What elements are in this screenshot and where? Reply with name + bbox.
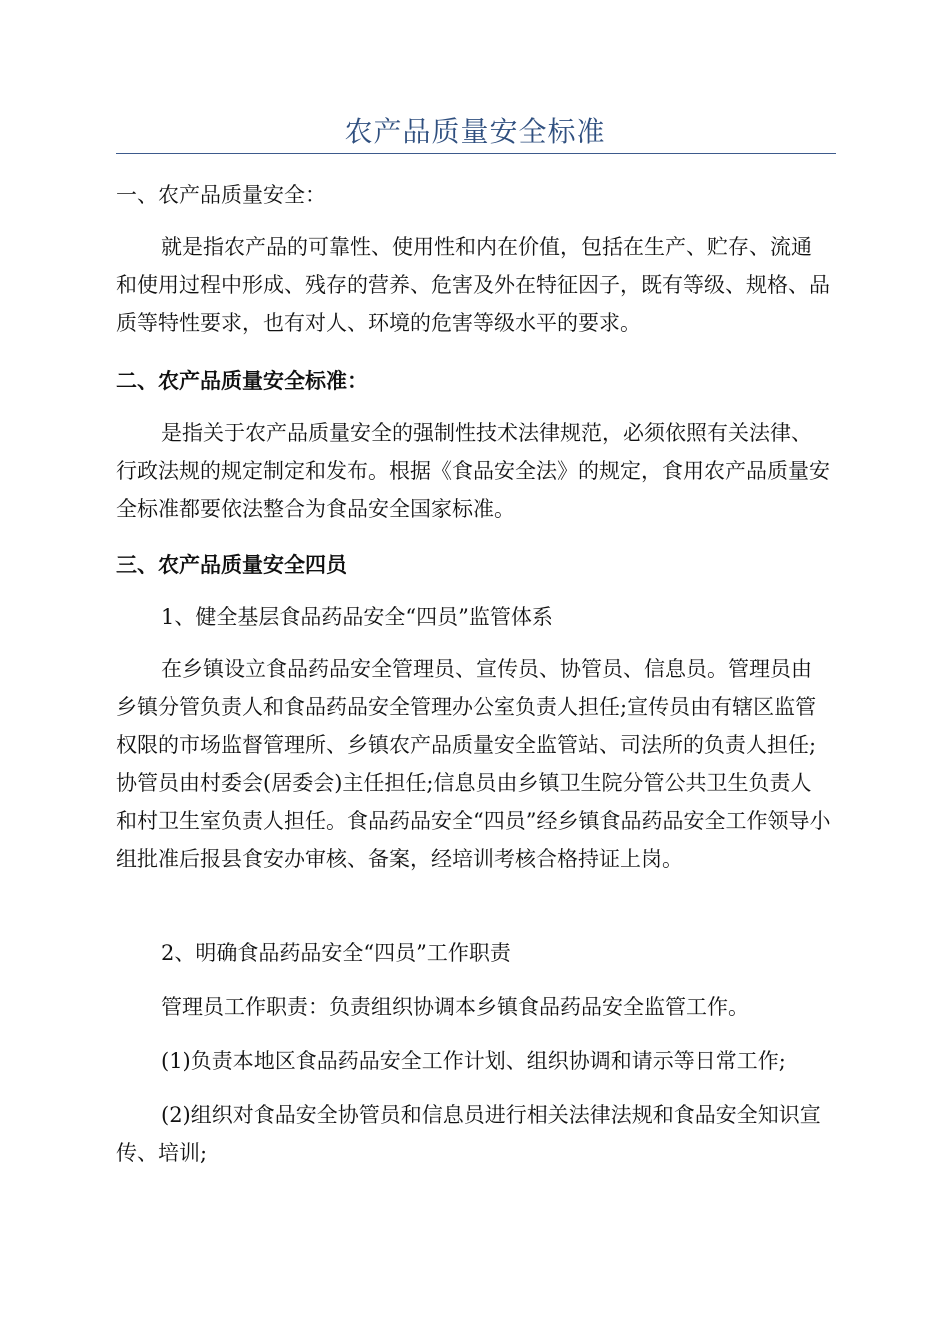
section-heading-3: 三、农产品质量安全四员 — [116, 552, 347, 577]
section-heading-1: 一、农产品质量安全： — [116, 183, 326, 207]
section-heading-2: 二、农产品质量安全标准： — [116, 368, 368, 393]
paragraph-standard: 是指关于农产品质量安全的强制性技术法律规范，必须依照有关法律、行政法规的规定制定和发布。根据《食品安全法》的规定，食用农产品质量安全标准都要依法整合为食品安全国家标准。 — [116, 421, 830, 521]
duty-item-1: (1)负责本地区食品药品安全工作计划、组织协调和请示等日常工作; — [161, 1049, 786, 1073]
subheading-1: 1、健全基层食品药品安全“四员”监管体系 — [161, 605, 553, 629]
duty-item-2: (2)组织对食品安全协管员和信息员进行相关法律法规和食品安全知识宣传、培训; — [116, 1103, 821, 1165]
paragraph-manager-duties: 管理员工作职责：负责组织协调本乡镇食品药品安全监管工作。 — [161, 995, 749, 1019]
document-title: 农产品质量安全标准 — [344, 115, 606, 148]
paragraph-four-roles: 在乡镇设立食品药品安全管理员、宣传员、协管员、信息员。管理员由乡镇分管负责人和食品药品安全管理办公室负责人担任;宣传员由有辖区监管权限的市场监督管理所、乡镇农产品质量安全监管站、司法所的负责人担任;协管员由村委会(居委会)主任担任;信息员由乡镇卫生院分管公共卫生负责人和村卫生室负责人担任。食品药品安全“四员”经乡镇食品药品安全工作领导小组批准后报县食安办审核、备案，经培训考核合格持证上岗。 — [116, 657, 831, 871]
subheading-2: 2、明确食品药品安全“四员”工作职责 — [161, 941, 511, 965]
title-underline — [116, 153, 836, 154]
paragraph-definition: 就是指农产品的可靠性、使用性和内在价值，包括在生产、贮存、流通和使用过程中形成、残存的营养、危害及外在特征因子，既有等级、规格、品质等特性要求，也有对人、环境的危害等级水平的要求。 — [116, 235, 830, 335]
